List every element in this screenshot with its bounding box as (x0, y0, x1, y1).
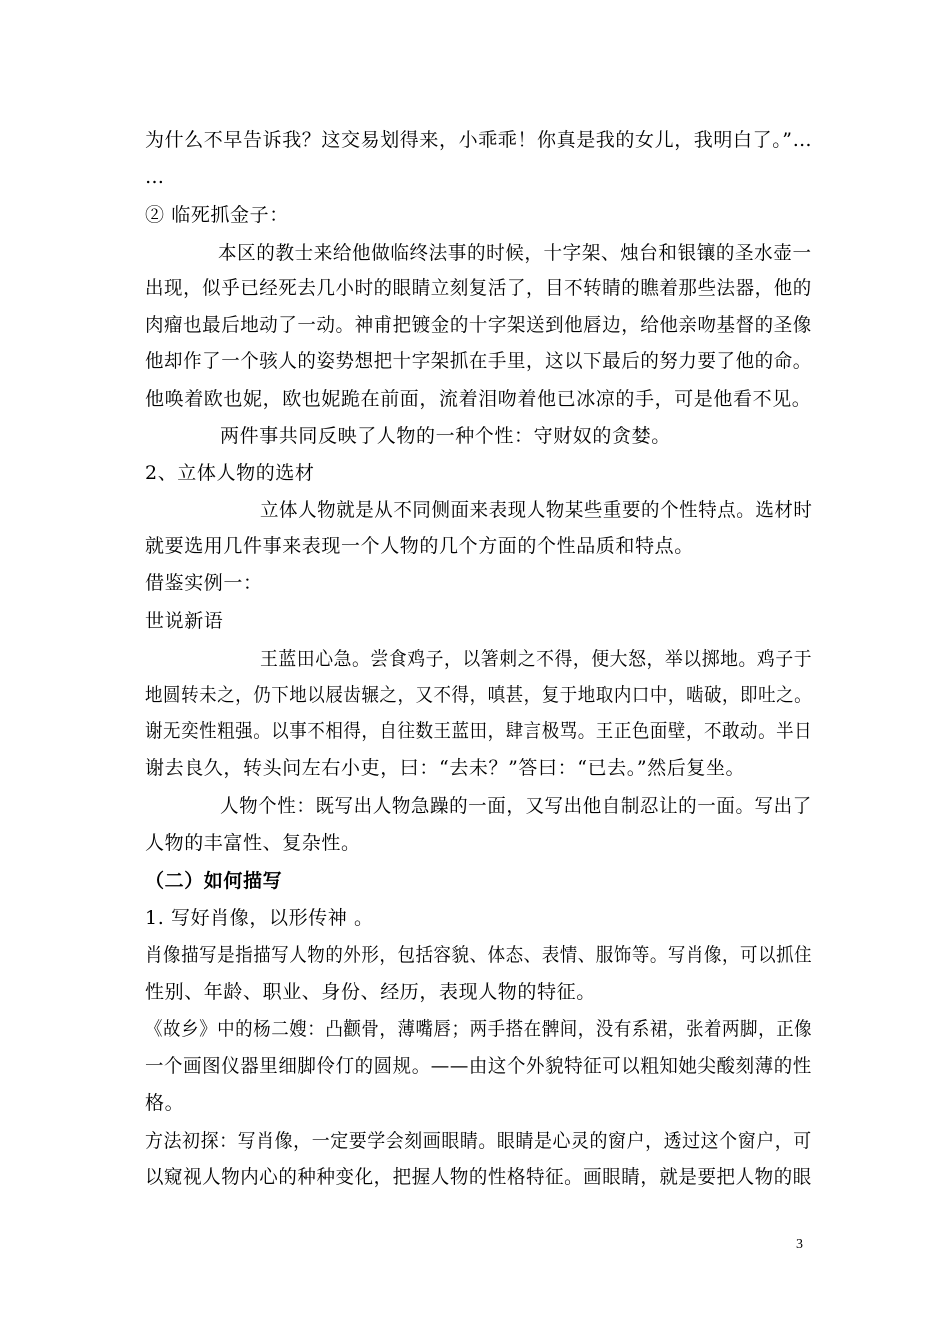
section-heading: （二）如何描写 (145, 870, 283, 892)
text-line: 两件事共同反映了人物的一种个性：守财奴的贪婪。 (220, 425, 671, 447)
text-line: 1. 写好肖像，以形传神 。 (145, 907, 374, 929)
text-line: 方法初探：写肖像，一定要学会刻画眼睛。眼睛是心灵的窗户，透过这个窗户，可 (145, 1130, 812, 1152)
text-line: 就要选用几件事来表现一个人物的几个方面的个性品质和特点。 (145, 535, 694, 557)
text-line: 《故乡》中的杨二嫂：凸颧骨，薄嘴唇；两手搭在髀间，没有系裙，张着两脚，正像 (145, 1018, 813, 1040)
text-line: 出现，似乎已经死去几小时的眼睛立刻复活了，目不转睛的瞧着那些法器，他的 (145, 277, 812, 299)
text-line: 性别、年龄、职业、身份、经历，表现人物的特征。 (145, 981, 596, 1003)
text-line: 肉瘤也最后地动了一动。神甫把镀金的十字架送到他唇边，给他亲吻基督的圣像 (145, 314, 812, 336)
text-line: … (145, 166, 165, 188)
text-line: 他唤着欧也妮，欧也妮跪在前面，流着泪吻着他已冰凉的手，可是他看不见。 (145, 388, 812, 410)
text-line: 谢去良久，转头问左右小吏，曰：“去未？”答曰：“已去。”然后复坐。 (145, 757, 746, 779)
page-number: 3 (796, 1237, 803, 1252)
text-line: 本区的教士来给他做临终法事的时候，十字架、烛台和银镶的圣水壶一 (218, 242, 812, 264)
text-line: 为什么不早告诉我？这交易划得来，小乖乖！你真是我的女儿，我明白了。”… (145, 129, 813, 151)
text-line: 肖像描写是指描写人物的外形，包括容貌、体态、表情、服饰等。写肖像，可以抓住 (145, 944, 813, 966)
text-line: 谢无奕性粗强。以事不相得，自往数王蓝田，肆言极骂。王正色面壁，不敢动。半日 (145, 720, 813, 742)
text-line: 世说新语 (145, 610, 224, 632)
text-line: 他却作了一个骇人的姿势想把十字架抓在手里，这以下最后的努力要了他的命。 (145, 350, 812, 372)
text-line: 立体人物就是从不同侧面来表现人物某些重要的个性特点。选材时 (260, 499, 813, 521)
text-line: 借鉴实例一： (145, 572, 263, 594)
section-heading: 2、立体人物的选材 (145, 462, 315, 484)
text-line: ② 临死抓金子： (145, 204, 289, 226)
text-line: 一个画图仪器里细脚伶仃的圆规。——由这个外貌特征可以粗知她尖酸刻薄的性 (145, 1055, 812, 1077)
text-line: 王蓝田心急。尝食鸡子，以箸刺之不得，便大怒，举以掷地。鸡子于 (260, 648, 813, 670)
text-line: 地圆转未之，仍下地以屐齿辗之，又不得，嗔甚，复于地取内口中，啮破，即吐之。 (145, 684, 813, 706)
text-line: 格。 (145, 1092, 185, 1114)
text-line: 以窥视人物内心的种种变化，把握人物的性格特征。画眼睛，就是要把人物的眼 (145, 1166, 812, 1188)
text-line: 人物的丰富性、复杂性。 (145, 832, 361, 854)
text-line: 人物个性：既写出人物急躁的一面，又写出他自制忍让的一面。写出了 (220, 795, 812, 817)
